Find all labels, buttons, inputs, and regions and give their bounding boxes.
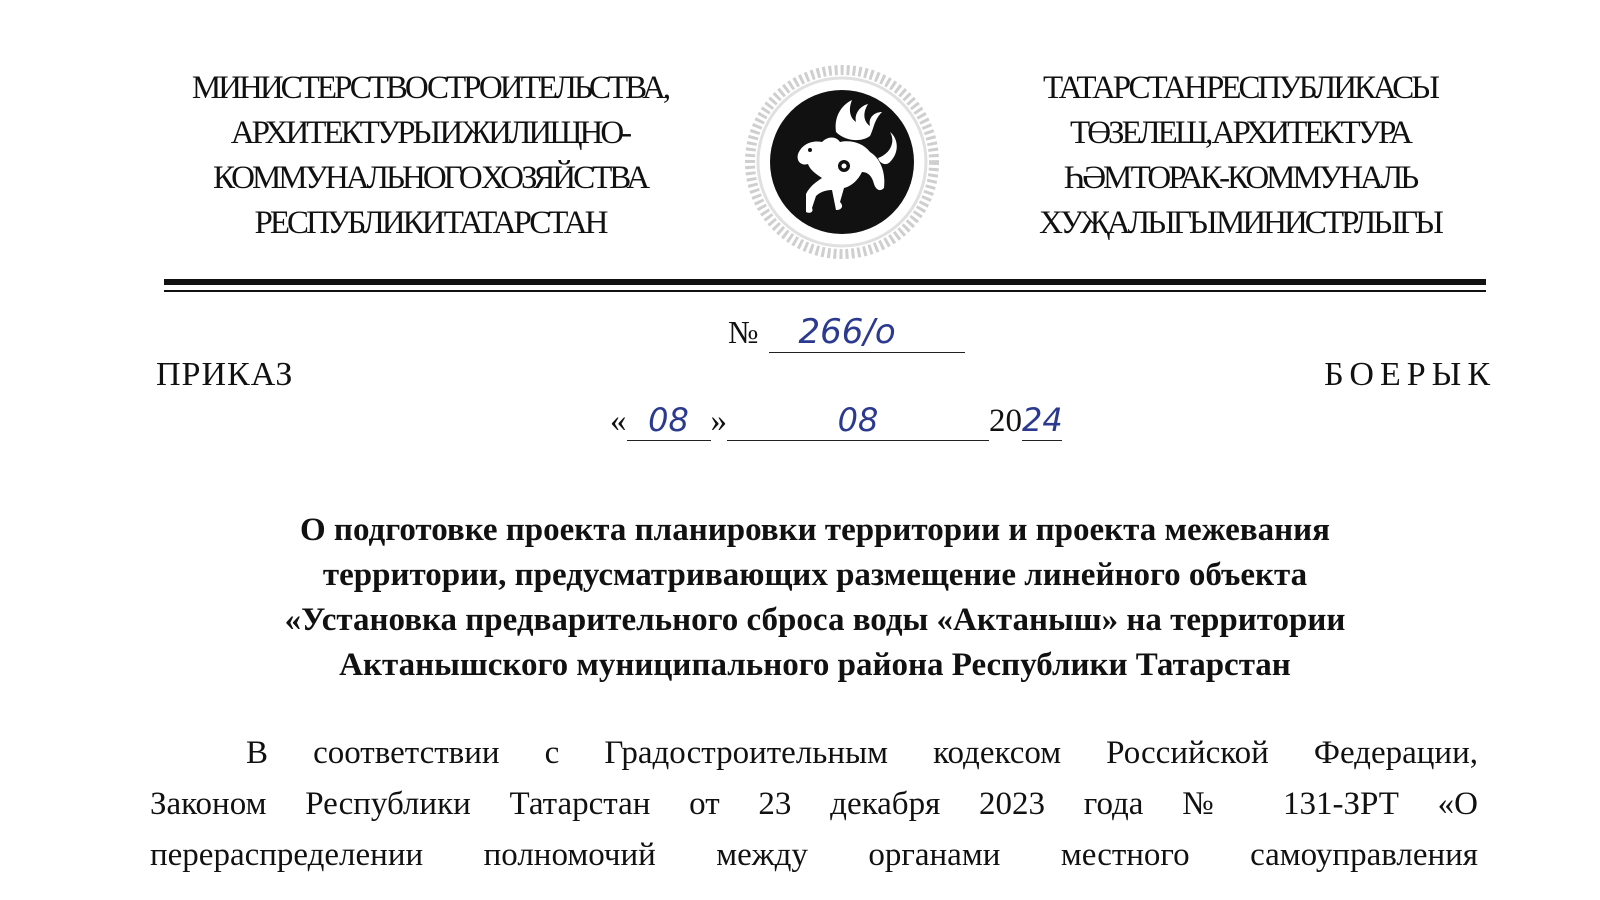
order-number: [728, 312, 965, 353]
date-month: 08: [727, 400, 989, 441]
org-line: ҺӘМ ТОРАК-КОММУНАЛЬ: [1063, 160, 1417, 196]
date-year-prefix: 20: [989, 403, 1022, 439]
org-line: МИНИСТЕРСТВО СТРОИТЕЛЬСТВА,: [191, 70, 669, 106]
title-line: территории, предусматривающих размещение линейного объекта: [322, 557, 1308, 593]
body-line: Законом Республики Татарстан от 23 декабря 2023 года № 131-ЗРТ «О: [150, 786, 1478, 822]
order-number-value: 266/о: [769, 312, 965, 353]
date-year-suffix: 24: [1022, 401, 1063, 439]
body-line: перераспределении полномочий между органами местного самоуправления: [150, 837, 1478, 873]
order-title: [150, 508, 1480, 688]
tatarstan-coat-of-arms-icon: [740, 62, 945, 267]
order-body: [150, 728, 1478, 881]
org-line: АРХИТЕКТУРЫ И ЖИЛИЩНО-: [230, 115, 630, 151]
ministry-name-russian: [140, 66, 720, 246]
ministry-name-tatar: [990, 66, 1490, 246]
date-close-quote: »: [710, 403, 727, 439]
doc-type-russian: ПРИКАЗ: [156, 356, 294, 393]
title-line: О подготовке проекта планировки территории и проекта межевания: [300, 512, 1330, 548]
header-divider-thin: [164, 290, 1486, 292]
date-day: 08: [627, 400, 711, 441]
date-open-quote: «: [610, 403, 627, 439]
org-line: РЕСПУБЛИКИ ТАТАРСТАН: [254, 205, 606, 241]
org-line: КОММУНАЛЬНОГО ХОЗЯЙСТВА: [212, 160, 648, 196]
org-line: ХУҖАЛЫГЫ МИНИСТРЛЫГЫ: [1039, 205, 1441, 241]
org-line: ТӨЗЕЛЕШ, АРХИТЕКТУРА: [1070, 115, 1410, 151]
doc-type-tatar: БОЕРЫК: [1324, 356, 1496, 393]
title-line: «Установка предварительного сброса воды «Актаныш» на территории: [284, 602, 1346, 638]
title-line: Актанышского муниципального района Республики Татарстан: [339, 647, 1291, 683]
org-line: ТАТАРСТАН РЕСПУБЛИКАСЫ: [1042, 70, 1438, 106]
body-line: В соответствии с Градостроительным кодексом Российской Федерации,: [246, 735, 1478, 771]
number-sign: №: [728, 314, 759, 350]
header-divider-thick: [164, 279, 1486, 285]
order-date: [610, 400, 1062, 441]
